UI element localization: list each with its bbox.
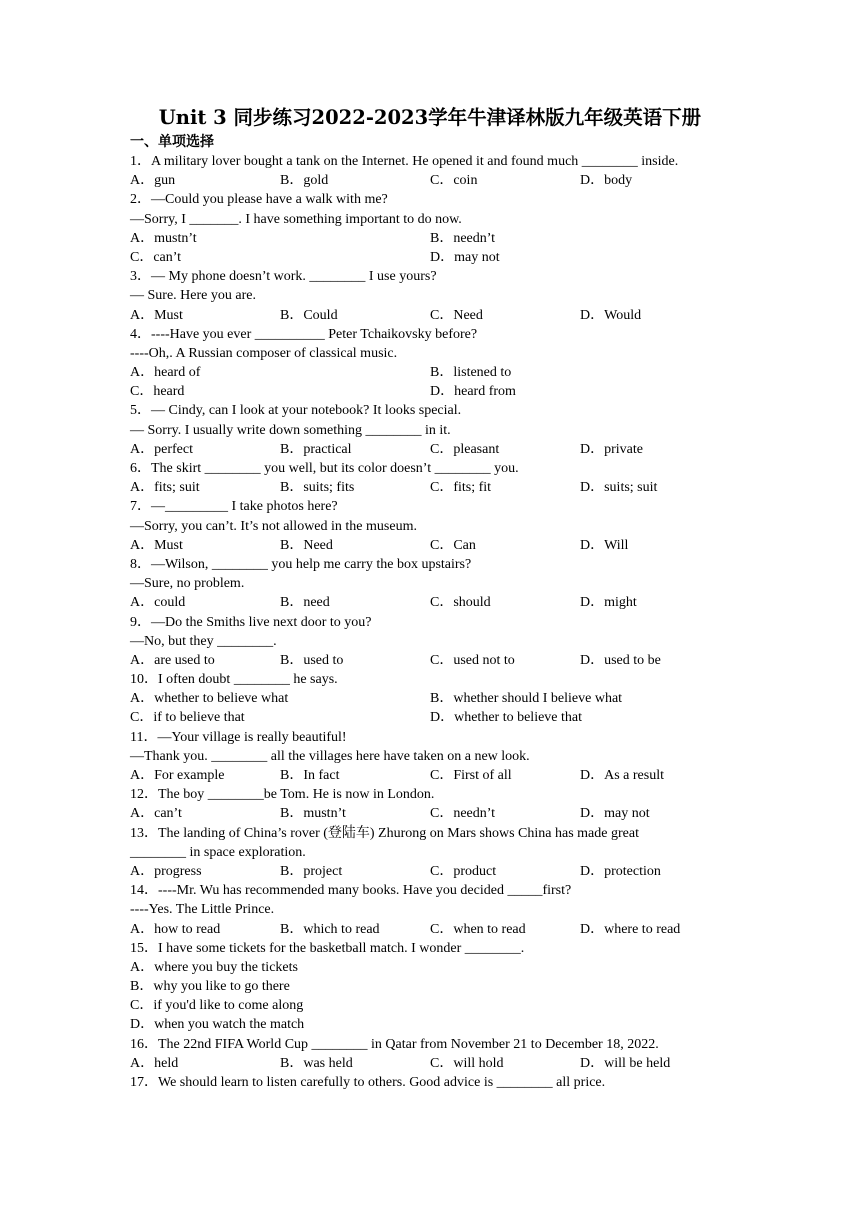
question-dialogue-line: ----Yes. The Little Prince. (130, 902, 275, 918)
options-row (130, 920, 750, 939)
answer-option: B．need (280, 595, 330, 611)
question-list (130, 152, 750, 1092)
answer-option: B．needn’t (430, 230, 496, 246)
options-row (130, 593, 750, 612)
options-row (130, 363, 750, 382)
answer-option: D．may not (430, 249, 500, 265)
answer-option: B．project (280, 863, 343, 879)
question-stem: 12．The boy ________be Tom. He is now in London. (130, 787, 435, 803)
options-row (130, 440, 750, 459)
question-dialogue-line: — Sorry. I usually write down something ________ in it. (130, 422, 451, 438)
question-item (130, 325, 750, 402)
answer-option: A．heard of (130, 365, 201, 381)
question-dialogue-line: —Sure, no problem. (130, 576, 245, 592)
options-row (130, 862, 750, 881)
answer-option: C．if to believe that (130, 710, 245, 726)
answer-option: D．Would (580, 307, 642, 323)
question-item (130, 497, 750, 555)
question-dialogue-line: — Sure. Here you are. (130, 288, 256, 304)
answer-option: B．why you like to go there (130, 979, 290, 995)
question-item (130, 728, 750, 786)
options-row (130, 708, 750, 727)
question-stem: 16．The 22nd FIFA World Cup ________ in Qatar from November 21 to December 18, 2022. (130, 1036, 659, 1052)
answer-option: D．heard from (430, 384, 516, 400)
answer-option: B．was held (280, 1055, 353, 1071)
question-item (130, 613, 750, 671)
answer-option: D．may not (580, 806, 650, 822)
question-dialogue-line: —Sorry, you can’t. It’s not allowed in the museum. (130, 518, 417, 534)
answer-option: A．where you buy the tickets (130, 959, 298, 975)
answer-option: D．protection (580, 863, 661, 879)
answer-option: C．heard (130, 384, 185, 400)
answer-option: D．might (580, 595, 637, 611)
options-row (130, 689, 750, 708)
answer-option: C．product (430, 863, 497, 879)
question-dialogue-line: —Sorry, I _______. I have something important to do now. (130, 211, 462, 227)
answer-option: D．used to be (580, 652, 661, 668)
answer-option: A．For example (130, 768, 225, 783)
answer-option: A．Must (130, 307, 183, 323)
question-item (130, 152, 750, 190)
answer-option: B．mustn’t (280, 806, 346, 822)
answer-option: D．will be held (580, 1055, 671, 1071)
question-item (130, 824, 750, 882)
question-stem: 7．—_________ I take photos here? (130, 499, 338, 515)
options-row (130, 958, 750, 977)
answer-option: A．progress (130, 863, 202, 879)
answer-option: B．practical (280, 441, 352, 457)
question-item (130, 670, 750, 728)
options-row (130, 1015, 750, 1034)
answer-option: A．are used to (130, 652, 215, 668)
question-item (130, 459, 750, 497)
options-row (130, 996, 750, 1015)
section-heading: 一、单项选择 (130, 134, 214, 150)
answer-option: A．Must (130, 537, 183, 553)
question-stem: 10．I often doubt ________ he says. (130, 672, 338, 688)
answer-option: B．whether should I believe what (430, 691, 623, 707)
question-stem: 8．—Wilson, ________ you help me carry the box upstairs? (130, 556, 472, 572)
answer-option: A．held (130, 1055, 179, 1071)
answer-option: A．perfect (130, 441, 193, 457)
options-row (130, 536, 750, 555)
answer-option: C．should (430, 595, 491, 611)
answer-option: B．listened to (430, 365, 512, 381)
answer-option: A．fits; suit (130, 480, 200, 496)
options-row (130, 171, 750, 190)
answer-option: A．whether to believe what (130, 691, 289, 707)
question-stem: 17．We should learn to listen carefully to others. Good advice is ________ all price. (130, 1075, 606, 1090)
question-stem: 15．I have some tickets for the basketball match. I wonder ________. (130, 940, 525, 956)
answer-option: D．suits; suit (580, 480, 658, 496)
question-item (130, 881, 750, 939)
answer-option: C．coin (430, 173, 478, 189)
question-stem: 14．----Mr. Wu has recommended many books. Have you decided _____first? (130, 883, 572, 899)
answer-option: C．can’t (130, 249, 182, 265)
answer-option: A．can’t (130, 806, 182, 822)
answer-option: C．when to read (430, 921, 526, 937)
answer-option: B．Need (280, 537, 333, 553)
answer-option: A．how to read (130, 921, 221, 937)
question-item (130, 190, 750, 267)
answer-option: D．when you watch the match (130, 1017, 305, 1033)
question-dialogue-line: ________ in space exploration. (130, 844, 306, 860)
question-stem: 1．A military lover bought a tank on the Internet. He opened it and found much ________ inside. (130, 154, 679, 169)
options-row (130, 804, 750, 823)
question-dialogue-line: ----Oh,. A Russian composer of classical music. (130, 345, 398, 361)
question-item (130, 785, 750, 823)
answer-option: D．Will (580, 537, 629, 553)
question-item (130, 267, 750, 325)
answer-option: A．could (130, 595, 186, 611)
options-row (130, 382, 750, 401)
question-item (130, 401, 750, 459)
options-row (130, 977, 750, 996)
question-item (130, 1035, 750, 1073)
question-dialogue-line: —Thank you. ________ all the villages here have taken on a new look. (130, 748, 530, 764)
answer-option: D．As a result (580, 768, 664, 783)
options-row (130, 766, 750, 785)
question-stem: 13．The landing of China’s rover (登陆车) Zhurong on Mars shows China has made great (130, 825, 639, 841)
answer-option: D．private (580, 441, 643, 457)
question-stem: 3．— My phone doesn’t work. ________ I use yours? (130, 269, 437, 285)
answer-option: C．fits; fit (430, 480, 492, 496)
answer-option: C．pleasant (430, 441, 500, 457)
question-item (130, 555, 750, 613)
answer-option: B．In fact (280, 768, 340, 783)
answer-option: C．if you'd like to come along (130, 998, 304, 1014)
question-stem: 6．The skirt ________ you well, but its color doesn’t ________ you. (130, 461, 519, 476)
options-row (130, 478, 750, 497)
options-row (130, 229, 750, 248)
options-row (130, 651, 750, 670)
answer-option: D．body (580, 173, 633, 189)
answer-option: A．gun (130, 173, 176, 189)
question-stem: 9．—Do the Smiths live next door to you? (130, 614, 372, 630)
document-title: Unit 3 同步练习2022-2023学年牛津译林版九年级英语下册 (158, 106, 702, 129)
answer-option: B．used to (280, 652, 344, 668)
question-stem: 4．----Have you ever __________ Peter Tchaikovsky before? (130, 326, 478, 342)
answer-option: A．mustn’t (130, 230, 197, 246)
answer-option: C．First of all (430, 768, 512, 783)
options-row (130, 1054, 750, 1073)
options-row (130, 248, 750, 267)
answer-option: B．suits; fits (280, 480, 355, 496)
answer-option: D．where to read (580, 921, 681, 937)
question-item (130, 939, 750, 1035)
question-stem: 11．—Your village is really beautiful! (130, 729, 347, 745)
answer-option: D．whether to believe that (430, 710, 583, 726)
options-row (130, 306, 750, 325)
answer-option: C．Need (430, 307, 483, 323)
question-stem: 2．—Could you please have a walk with me? (130, 192, 388, 208)
answer-option: C．Can (430, 537, 476, 553)
answer-option: C．used not to (430, 652, 515, 668)
question-dialogue-line: —No, but they ________. (130, 633, 277, 649)
answer-option: B．Could (280, 307, 338, 323)
answer-option: B．gold (280, 173, 329, 189)
answer-option: B．which to read (280, 921, 380, 937)
answer-option: C．needn’t (430, 806, 496, 822)
question-item (130, 1073, 750, 1092)
answer-option: C．will hold (430, 1055, 504, 1071)
question-stem: 5．— Cindy, can I look at your notebook? It looks special. (130, 403, 462, 419)
